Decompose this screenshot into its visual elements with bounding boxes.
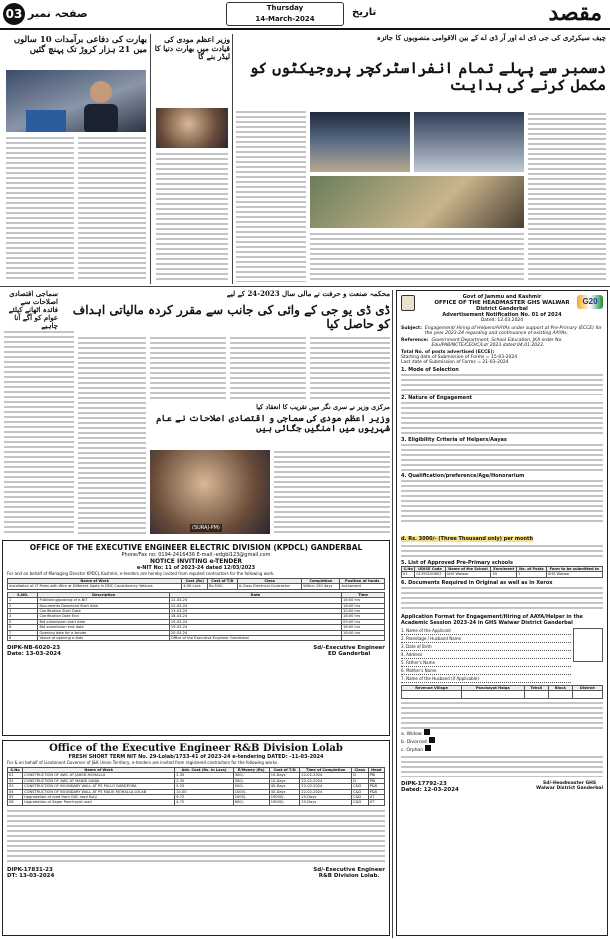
table-header: Tehsil [524, 685, 549, 690]
section-rule [0, 286, 610, 287]
section-heading: 1. Mode of Selection [401, 367, 459, 373]
table-cell [342, 636, 385, 641]
table-cell: Clarification Date End [38, 614, 169, 619]
table-cell: 05 [8, 795, 23, 800]
column-rule [150, 34, 151, 284]
story-left-mid-body [4, 330, 74, 536]
photo-minister [156, 108, 228, 148]
table-cell: 45-Days [269, 784, 300, 789]
photo-meeting-2 [414, 112, 524, 172]
table-cell: 22-02-2024 [300, 789, 352, 794]
table-header: E/Money (Rs) [233, 768, 269, 773]
story-main-kicker: چیف سیکرٹری کی جی ڈی اے اور آر ڈی اے کے بین الاقوامی منصوبوں کا جائزہ [376, 33, 606, 42]
table-cell: 7 [8, 630, 38, 635]
table-cell: 20-03-24 [169, 630, 341, 635]
table-cell: Documents Download Start date [38, 603, 169, 608]
table-cell: 22-02-2024 [300, 773, 352, 778]
table-header: Position of funds [340, 579, 385, 584]
table-cell: 4 [8, 614, 38, 619]
form-field: 6. Mother's Name [401, 668, 571, 675]
table-cell: Venue of opening e-bids [38, 636, 169, 641]
table-cell: 01 [402, 572, 415, 577]
ad-kpdcl-sign-office: ED Ganderbal [327, 651, 371, 658]
table-cell: Rs.500/- [207, 584, 237, 589]
table-header: UDISE Code [415, 567, 445, 572]
ad-rnb-nit: FRESH SHORT TERM NIT No. 29-Lolab/1733-41 of 2023-24 e-tendering DATED: -11-03-2024 [68, 754, 324, 760]
ad-rnb-dated: DT: 13-03-2024 [7, 872, 55, 879]
table-cell: C&D [352, 800, 369, 805]
ad-rnb [2, 740, 390, 936]
table-cell: 19000/- [269, 795, 300, 800]
checkbox-label: b. Divorced [401, 740, 427, 746]
date-text: 14-March-2024 [255, 15, 315, 23]
table-header: Class [237, 579, 301, 584]
ad-walwar-dated-top: Dated: 12.03.2024 [480, 318, 524, 323]
story-ddugky-body-3 [310, 336, 390, 400]
form-field: 1. Name of the Applicant [401, 628, 571, 635]
table-header: Revenue Village [402, 685, 462, 690]
table-cell: 600/- [233, 800, 269, 805]
ad-kpdcl-work-table [7, 578, 385, 590]
ad-kpdcl-dipk: DIPK-NB-6020-23 [7, 645, 61, 652]
table-cell: Installation of LT Poles with Wire at Different Spots in DDC Constituency Wakura [8, 584, 182, 589]
table-cell: Upgradation of Sagar Panchayat road [23, 800, 175, 805]
section-heading: 5. List of Approved Pre-Primary schools [401, 560, 513, 566]
speaker-silhouette-icon [6, 70, 146, 132]
table-cell: 25-Days [300, 800, 352, 805]
ad-walwar-address-table [401, 685, 603, 699]
section-body [401, 443, 603, 473]
ad-walwar-gov: Govt of Jammu and Kashmir [462, 294, 542, 300]
checkbox-icon [424, 729, 430, 735]
story-main-headline: دسمبر سے پہلے تمام انفراسٹرکچر پروجیکٹوں کو مکمل کرنے کی ہدایت [249, 59, 606, 95]
story-main-body-1 [236, 110, 306, 282]
form-field: 2. Parentage / Husband Name [401, 636, 571, 643]
form-field: 7. Name of the Husband (if Applicable) [401, 676, 571, 683]
application-form [401, 628, 603, 683]
table-cell: 02 [8, 778, 23, 783]
ad-walwar-date-1: Starting date of Submission of Forms = 15-03-2024 [401, 355, 518, 360]
ad-walwar-sign-title: Sd/-Headmaster GHS [543, 781, 597, 787]
emblem-icon [401, 295, 415, 311]
table-row [402, 691, 603, 699]
ad-rnb-title: Office of the Executive Engineer R&B Division Lolab [49, 743, 343, 754]
table-cell: 1 [517, 572, 547, 577]
table-cell: 10.00 [175, 789, 233, 794]
ad-walwar-subject [401, 326, 603, 336]
section-heading: 4. Qualification/preference/Age/Honorarium [401, 473, 525, 479]
table-cell: 18:00 hrs [342, 614, 385, 619]
table-header: S.No [8, 768, 23, 773]
table-header: Time of Completion [300, 768, 352, 773]
story-ddugky-body-1 [150, 336, 226, 400]
reference-text: Government Department, School Education, JKA order No. Edu/PAB/NCTE/CEO/C/Ldr 2023 dated 04.01.2023. [431, 338, 563, 348]
section-heading: 2. Nature of Engagement [401, 395, 473, 401]
table-header: Cost (Rs) [182, 579, 207, 584]
story-left-top-body-2 [78, 136, 146, 282]
table-header: Name of the School [445, 567, 491, 572]
photo-caption-suraj: (SURAJ-PM) [192, 525, 220, 531]
table-header: Cost of T/D [207, 579, 237, 584]
ad-kpdcl-schedule-table [7, 592, 385, 642]
section-body [401, 479, 603, 525]
table-cell: Upgradation of road from GAC road Kunj [23, 795, 175, 800]
story-left-mid-body-2 [78, 336, 146, 536]
table-cell: 2 [8, 603, 38, 608]
date-label: تاریخ [352, 7, 377, 18]
masthead [0, 0, 610, 30]
table-cell: UT [368, 795, 384, 800]
story-pm-kicker: مرکزی وزیر نے سری نگر میں تقریب کا انعقاد کیا [256, 403, 390, 411]
table-row [402, 572, 603, 577]
table-header: S.NO. [8, 592, 38, 597]
ad-walwar-sign-office: Walwar District Ganderbal [536, 786, 603, 792]
table-cell: PRI [368, 778, 384, 783]
ad-rnb-intro: For & on behalf of Lieutenant Governor of J&K Union Territory, e-tenders are invited from registered contractors for the following works. [7, 760, 279, 765]
table-cell: 09:00 hrs [342, 619, 385, 624]
table-cell: 10-Days [269, 778, 300, 783]
table-cell: Authorized [340, 584, 385, 589]
story-pm-body [274, 450, 390, 534]
ad-walwar-date-2: Last date of Submission of Forms = 21-03-2024 [401, 360, 509, 365]
checkbox-item [401, 745, 603, 753]
table-cell: 19-03-24 [169, 625, 341, 630]
story-ddugky-headline: ڈی ڈی یو جی کے وائی کی جانب سے مقرر کردہ مالیاتی اہداف کو حاصل کیا [72, 303, 390, 331]
section-heading: 3. Eligibility Criteria of Helpers/Aayas [401, 437, 507, 443]
table-cell: 12-03-24 [169, 598, 341, 603]
table-header: S.No [403, 567, 413, 571]
ad-walwar-posts: Total No. of posts advertised (ECCE): [401, 350, 495, 355]
table-header: Name of Work [8, 579, 182, 584]
table-header: Date [169, 592, 341, 597]
table-cell: CONSTRUCTION OF AWC AT JAHED MOHALLA [23, 773, 175, 778]
table-header: Cost of T/D [269, 768, 300, 773]
table-cell: 34 [491, 572, 517, 577]
ad-rnb-dipk: DIPK-17831-23 [7, 866, 53, 873]
table-cell: 8 [8, 636, 38, 641]
day-text: Thursday [266, 4, 304, 12]
table-cell: P&B [368, 784, 384, 789]
table-cell: D [352, 778, 369, 783]
ad-rnb-table [7, 767, 385, 806]
ad-kpdcl-dated: Date: 13-03-2024 [7, 651, 61, 658]
table-cell: 01 [8, 773, 23, 778]
story-ddugky-kicker: محکمہ صنعت و حرفت نے مالی سال 2023-24 کے لیے [226, 289, 390, 298]
table-cell: 9.72 [175, 795, 233, 800]
table-cell: A-Class Electrical Contractor [237, 584, 301, 589]
honorarium-text: d. Rs. 3000/- (Three Thousand only) per month [401, 536, 534, 542]
section-heading: 6. Documents Required in Original as well as in Xerox [401, 579, 553, 586]
table-cell: 18:00 hrs [342, 625, 385, 630]
column-rule [392, 290, 393, 938]
table-cell: 3 [8, 609, 38, 614]
table-header: No. of Posts [517, 567, 547, 572]
form-questions [401, 701, 603, 729]
ad-kpdcl-contact: Phone/Fax no: 0194-2416436 E-mail:-edgbl123@gmail.com [121, 552, 271, 558]
checkbox-label: a. Widow [401, 732, 422, 738]
table-cell: 19000/- [269, 800, 300, 805]
story-main-body-3 [528, 112, 606, 282]
table-cell: 2.35 [175, 778, 233, 783]
ad-walwar-dated: Dated: 12-03-2024 [401, 787, 459, 794]
subject-text: Engagement/ Hiring of Helpers/AAYAs under support at Pre-Primary (ECCE) for the year 2023-24 regarding and continuance of existing AAYAs. [424, 326, 602, 336]
table-cell: 18-03-24 [169, 614, 341, 619]
table-header: Head [368, 768, 384, 773]
photo-speaker [6, 70, 146, 132]
ad-walwar-office: OFFICE OF THE HEADMASTER GHS WALWAR [434, 300, 570, 306]
table-cell: C&D [352, 789, 369, 794]
table-header: Panchayat Halqa [462, 685, 524, 690]
table-cell: 300/- [233, 778, 269, 783]
column-rule [232, 34, 233, 284]
ad-kpdcl-intro: For and on behalf of Managing Director KPDCL Kashmir, e-tenders are hereby invited from reputed contractors for the following work. [7, 571, 275, 576]
table-cell: 4.72 [175, 800, 233, 805]
section-body [401, 586, 603, 612]
ad-walwar-form-title: Application Format for Engagement/Hiring of AAYA/Helper in the Academic Session 2023-24 in GHS Walwar District Ganderbal [401, 613, 583, 626]
table-cell: 06 [8, 800, 23, 805]
story-ddugky-body-2 [230, 336, 306, 400]
table-cell: 10:00 hrs [342, 609, 385, 614]
declaration-text [401, 755, 603, 777]
ad-kpdcl-notice: NOTICE INVITING e-TENDER [149, 558, 243, 565]
table-cell: 22-02-2024 [300, 778, 352, 783]
checkbox-icon [429, 737, 435, 743]
table-cell: 45-Days [269, 789, 300, 794]
checkbox-label: c. Orphan [401, 748, 424, 754]
table-cell: Bid submission end date [38, 625, 169, 630]
ad-kpdcl-title: OFFICE OF THE EXECUTIVE ENGINEER ELECTRIC DIVISION (KPDCL) GANDERBAL [29, 543, 363, 552]
table-cell: CONSTRUCTION OF BOUNDARY WALL AT PS PULLO DARDPORA [23, 784, 175, 789]
table-header: Enrolment [491, 567, 517, 572]
checkbox-row [401, 729, 603, 753]
table-header: Description [38, 592, 169, 597]
table-cell: 25-Days [300, 795, 352, 800]
table-cell: 03 [8, 784, 23, 789]
ad-kpdcl-sign-title: Sd/-Executive Engineer [313, 645, 385, 652]
table-cell: 2.35 [175, 773, 233, 778]
ad-rnb-sign-office: R&B Division Lolab. [318, 872, 380, 879]
checkbox-item [401, 729, 603, 737]
table-cell: 18:00 hrs [342, 598, 385, 603]
form-field: 3. Date of Birth [401, 644, 571, 651]
ad-walwar-school-table [401, 566, 603, 578]
table-cell: UT [368, 800, 384, 805]
table-cell: CONSTRUCTION OF AWC AT MANDI SANJA [23, 778, 175, 783]
reference-label: Reference: [401, 338, 429, 343]
table-cell: 4.90 Lacs [182, 584, 207, 589]
table-cell: P&B [368, 789, 384, 794]
table-cell: C&D [352, 795, 369, 800]
section-body [401, 373, 603, 395]
table-cell: 1000/- [233, 789, 269, 794]
table-header: Time [342, 592, 385, 597]
table-cell: Publishing/posting of e-NIT [38, 598, 169, 603]
form-field: 5. Father's Name [401, 660, 571, 667]
table-cell: Within 150 days [302, 584, 340, 589]
g20-logo: G20 [577, 295, 603, 309]
table-cell: Clarification Start Date [38, 609, 169, 614]
ad-walwar-district: District Ganderbal [476, 306, 528, 312]
table-cell: 01393100802 [415, 572, 445, 577]
table-cell: 6 [8, 625, 38, 630]
story-left-top-headline: بھارت کی دفاعی برآمدات 10 سالوں میں 21 ہزار کروڑ تک پہنچ گئیں [13, 35, 147, 55]
table-cell: 12-03-24 [169, 603, 341, 608]
table-cell: 500/- [233, 784, 269, 789]
table-cell: GHS Walwar [546, 572, 602, 577]
subject-label: Subject: [401, 326, 422, 331]
table-header: Adv. Cost (Rs. in Lacs) [175, 768, 233, 773]
table-header: Form to be submitted to [546, 567, 602, 572]
story-pm-headline: وزیر اعظم مودی کی سماجی و اقتصادی اصلاحات نے عام شہریوں میں امنگیں جگائی ہیں [156, 414, 390, 435]
story-mid-top-body [156, 152, 228, 282]
table-cell: 13-03-24 [169, 609, 341, 614]
checkbox-icon [425, 745, 431, 751]
newspaper-logo: مقصد [548, 0, 602, 26]
table-header: Block [549, 685, 573, 690]
table-cell: CONSTRUCTION OF BOUNDARY WALL AT PS MALIK MOHALLA LOLAB [23, 789, 175, 794]
ad-rnb-footer [7, 867, 385, 879]
table-cell: 22-02-2024 [300, 784, 352, 789]
table-cell: C&D [352, 784, 369, 789]
table-cell: GHS Walwar [445, 572, 491, 577]
photo-event [150, 450, 270, 534]
table-header: District [572, 685, 602, 690]
table-cell: 04 [8, 789, 23, 794]
page-number-badge: 03 [3, 3, 25, 25]
ad-kpdcl [2, 540, 390, 736]
table-row [8, 636, 385, 641]
table-cell: 10-Days [269, 773, 300, 778]
story-mid-top-headline: وزیر اعظم مودی کی قیادت میں بھارت دنیا کا لیڈر بنے گا [154, 35, 230, 62]
form-field: 4. Address [401, 652, 571, 659]
date-box [226, 2, 344, 26]
table-cell: 5 [8, 619, 38, 624]
table-cell: 18:00 hrs [342, 630, 385, 635]
ad-kpdcl-footer [7, 645, 385, 657]
ad-rnb-terms [7, 809, 385, 863]
table-cell: 19-03-24 [169, 619, 341, 624]
ad-rnb-sign-title: Sd/-Executive Engineer [313, 866, 385, 873]
table-cell: 1000/- [233, 795, 269, 800]
photo-slot [573, 628, 603, 662]
page-label: صفحہ نمبر [28, 7, 88, 20]
table-cell: 18:00 hrs [342, 603, 385, 608]
table-header: Name of Work [23, 768, 175, 773]
ad-kpdcl-enit: e-NIT No: 11 of 2023-24 dated 12/03/2023 [136, 565, 256, 571]
table-cell: D [352, 773, 369, 778]
ad-walwar-footer [401, 781, 603, 793]
section-body [401, 401, 603, 437]
table-cell: Opening date for e-tender [38, 630, 169, 635]
photo-meeting-1 [310, 112, 410, 172]
ad-walwar-reference [401, 338, 603, 348]
checkbox-item [401, 737, 603, 745]
table-cell: Office of the Executive Engineer Ganderbal [169, 636, 341, 641]
story-main-body-2 [310, 232, 524, 282]
ad-walwar [396, 290, 608, 936]
ad-walwar-notice-no: Advertisement Notification No. 01 of 2024 [442, 312, 562, 318]
table-row [8, 800, 385, 805]
table-header: Class [352, 768, 369, 773]
table-cell: Bid submission start date [38, 619, 169, 624]
section-body [401, 544, 603, 560]
story-left-top-body [6, 136, 74, 282]
table-cell: 1 [8, 598, 38, 603]
story-left-mid-headline: سماجی اقتصادی اصلاحات سے فائدہ اٹھانے کیلئے عوام کو آگے آنا چاہیے [8, 289, 58, 331]
table-cell: 300/- [233, 773, 269, 778]
ad-walwar-dipk: DIPK-17792-23 [401, 781, 447, 788]
table-header: Completion [302, 579, 340, 584]
table-cell: 5.25 [175, 784, 233, 789]
table-row [8, 584, 385, 589]
photo-meeting-3 [310, 176, 524, 228]
table-cell: PRI [368, 773, 384, 778]
